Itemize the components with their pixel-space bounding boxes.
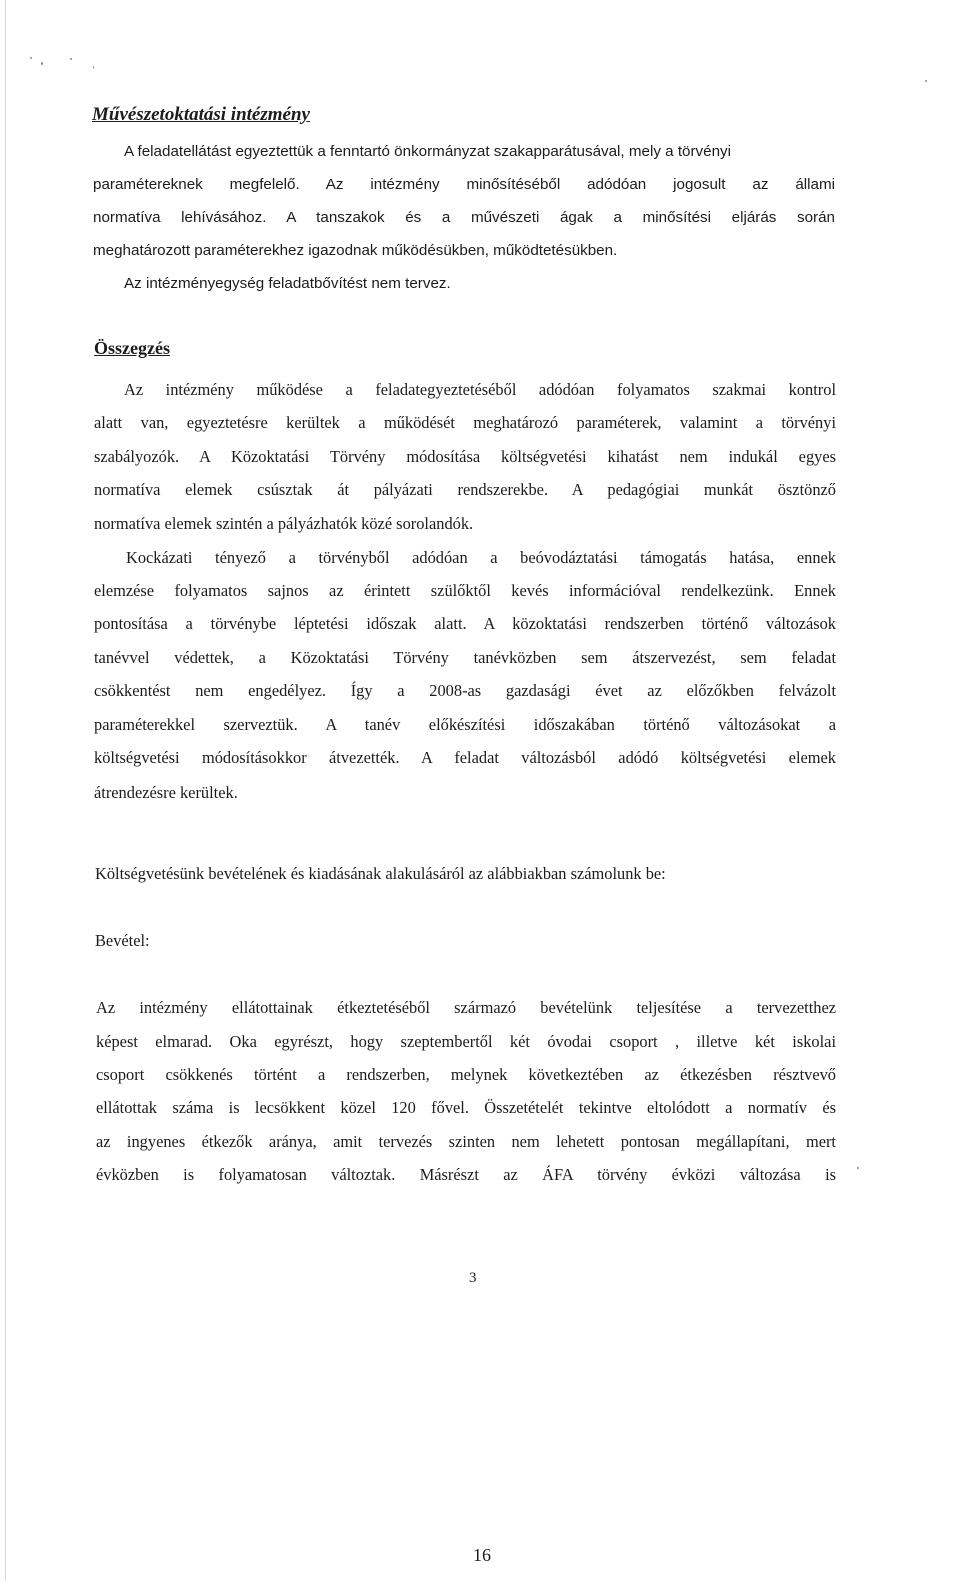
text-line: csoport csökkenés történt a rendszerben, melynek következtében az étkezésben résztvevő: [96, 1065, 836, 1084]
page-number: 16: [473, 1545, 491, 1565]
text-line: Az intézmény ellátottainak étkeztetéséből származó bevételünk teljesítése a tervezetthez: [96, 998, 836, 1017]
revenue-label: Bevétel:: [95, 931, 150, 950]
budget-intro: Költségvetésünk bevételének és kiadásának alakulásáról az alábbiakban számolunk be:: [95, 864, 666, 883]
scan-speck: [30, 57, 32, 59]
scan-edge-line: [5, 0, 6, 1581]
scan-speck: [857, 1167, 859, 1169]
text-line: alatt van, egyeztetésre kerültek a működését meghatározó paraméterek, valamint a törvényi: [94, 413, 836, 432]
text-line: az ingyenes étkezők aránya, amit tervezés szinten nem lehetett pontosan megállapítani, mert: [96, 1132, 836, 1151]
text-line: paramétereknek megfelelő. Az intézmény minősítéséből adódóan jogosult az állami: [93, 176, 835, 193]
scan-speck: [925, 80, 927, 82]
scan-speck: [41, 62, 43, 65]
text-line: Az intézmény működése a feladategyeztetéséből adódóan folyamatos szakmai kontrol: [124, 380, 836, 399]
text-line: normatíva elemek csúsztak át pályázati rendszerekbe. A pedagógiai munkát ösztönző: [94, 480, 836, 499]
text-line: pontosítása a törvénybe léptetési időszak alatt. A közoktatási rendszerben történő változások: [94, 614, 836, 633]
text-line: Kockázati tényező a törvényből adódóan a beóvodáztatási támogatás hatása, ennek: [126, 548, 836, 567]
text-line: tanévvel védettek, a Közoktatási Törvény tanévközben sem átszervezést, sem feladat: [94, 648, 836, 667]
text-line: költségvetési módosításokkor átvezették. A feladat változásból adódó költségvetési elemek: [94, 748, 836, 767]
section-heading-summary: Összegzés: [94, 338, 170, 358]
scan-speck: [70, 58, 72, 60]
text-line: normatíva lehívásához. A tanszakok és a művészeti ágak a minősítési eljárás során: [93, 209, 835, 226]
text-line: képest elmarad. Oka egyrészt, hogy szeptembertől két óvodai csoport , illetve két iskolai: [96, 1032, 836, 1051]
section-heading-art-school: Művészetoktatási intézmény: [92, 104, 310, 125]
text-line: A feladatellátást egyeztettük a fenntartó önkormányzat szakapparátusával, mely a törvényi: [124, 143, 731, 160]
text-line: szabályozók. A Közoktatási Törvény módosítása költségvetési kihatást nem indukál egyes: [94, 447, 836, 466]
text-line: elemzése folyamatos sajnos az érintett szülőktől kevés információval rendelkezünk. Ennek: [94, 581, 836, 600]
text-line: meghatározott paraméterekhez igazodnak működésükben, működtetésükben.: [93, 242, 618, 259]
text-line: paraméterekkel szerveztük. A tanév előkészítési időszakában történő változásokat a: [94, 715, 836, 734]
text-line: normatíva elemek szintén a pályázhatók közé sorolandók.: [94, 514, 474, 533]
text-line: Az intézményegység feladatbővítést nem tervez.: [124, 275, 451, 292]
text-line: átrendezésre kerültek.: [94, 783, 238, 802]
text-line: ellátottak száma is lecsökkent közel 120 fővel. Összetételét tekintve eltolódott a normatív és: [96, 1098, 836, 1117]
inner-page-number: 3: [469, 1270, 477, 1286]
text-line: évközben is folyamatosan változtak. Másrészt az ÁFA törvény évközi változása is: [96, 1165, 836, 1184]
scan-speck: [93, 66, 94, 69]
text-line: csökkentést nem engedélyez. Így a 2008-as gazdasági évet az előzőkben felvázolt: [94, 681, 836, 700]
